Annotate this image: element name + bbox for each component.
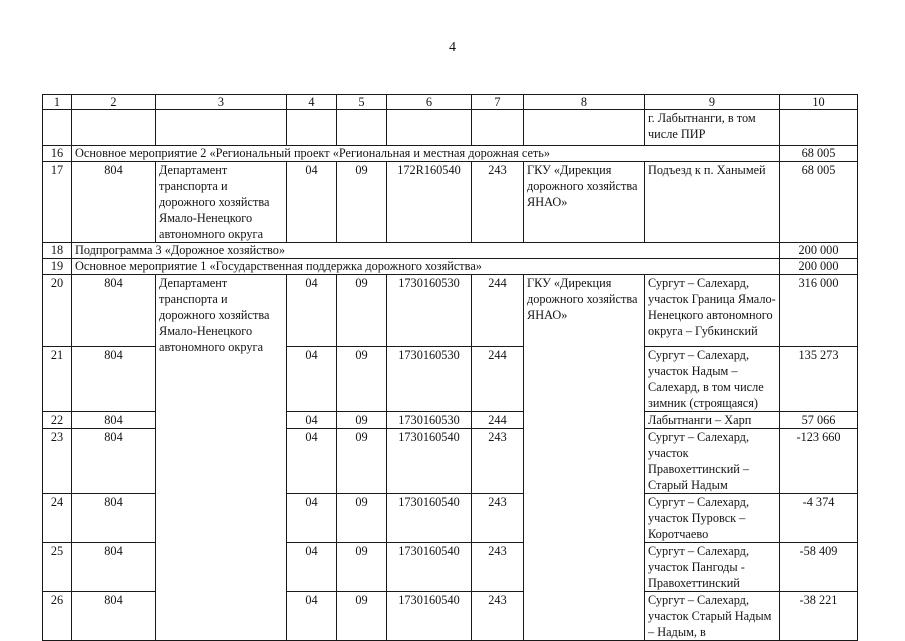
column-header: 1 <box>43 95 72 110</box>
target-cell: 1730160530 <box>387 412 472 429</box>
object-cell: Подъезд к п. Ханымей <box>645 162 780 243</box>
expense-cell: 243 <box>472 494 524 543</box>
target-cell: 172R160540 <box>387 162 472 243</box>
subsection-cell: 09 <box>337 494 387 543</box>
table-row-17 <box>43 162 858 243</box>
object-cell: Сургут – Салехард, участок Надым – Салехард, в том числе зимник (строящаяся) <box>645 347 780 412</box>
expense-cell: 243 <box>472 592 524 641</box>
amount-cell: 68 005 <box>780 162 858 243</box>
target-cell: 1730160530 <box>387 347 472 412</box>
executor-cell: ГКУ «Дирекция дорожного хозяйства ЯНАО» <box>524 162 645 243</box>
row-number: 19 <box>43 259 72 275</box>
section-title: Подпрограмма 3 «Дорожное хозяйство» <box>72 243 780 259</box>
column-header: 2 <box>72 95 156 110</box>
amount-cell: 200 000 <box>780 259 858 275</box>
target-cell: 1730160540 <box>387 543 472 592</box>
object-cell: Сургут – Салехард, участок Пангоды - Правохеттинский <box>645 543 780 592</box>
target-cell: 1730160530 <box>387 275 472 347</box>
row-number: 17 <box>43 162 72 243</box>
expense-cell: 244 <box>472 275 524 347</box>
column-header: 3 <box>156 95 287 110</box>
code-cell: 804 <box>72 347 156 412</box>
code-cell: 804 <box>72 592 156 641</box>
section-cell: 04 <box>287 162 337 243</box>
budget-table <box>42 94 858 641</box>
row-number: 25 <box>43 543 72 592</box>
target-cell: 1730160540 <box>387 494 472 543</box>
object-cell: Сургут – Салехард, участок Пуровск – Коротчаево <box>645 494 780 543</box>
column-header: 10 <box>780 95 858 110</box>
executor-cell: ГКУ «Дирекция дорожного хозяйства ЯНАО» <box>524 275 645 641</box>
object-cell: Сургут – Салехард, участок Граница Ямало-Ненецкого автономного округа – Губкинский <box>645 275 780 347</box>
table-row-carry-over <box>43 110 858 146</box>
row-number: 20 <box>43 275 72 347</box>
column-header: 9 <box>645 95 780 110</box>
section-cell: 04 <box>287 543 337 592</box>
page-number: 4 <box>449 40 456 55</box>
object-cell: Сургут – Салехард, участок Правохеттинский – Старый Надым <box>645 429 780 494</box>
table-row-18 <box>43 243 858 259</box>
subsection-cell: 09 <box>337 275 387 347</box>
subsection-cell: 09 <box>337 543 387 592</box>
row-number: 24 <box>43 494 72 543</box>
expense-cell: 243 <box>472 543 524 592</box>
target-cell: 1730160540 <box>387 592 472 641</box>
amount-cell: 200 000 <box>780 243 858 259</box>
subsection-cell: 09 <box>337 162 387 243</box>
amount-cell: 57 066 <box>780 412 858 429</box>
code-cell: 804 <box>72 494 156 543</box>
target-cell: 1730160540 <box>387 429 472 494</box>
code-cell: 804 <box>72 543 156 592</box>
expense-cell: 244 <box>472 347 524 412</box>
table-header-row <box>43 95 858 110</box>
section-title: Основное мероприятие 1 «Государственная поддержка дорожного хозяйства» <box>72 259 780 275</box>
subsection-cell: 09 <box>337 412 387 429</box>
section-cell: 04 <box>287 494 337 543</box>
section-cell: 04 <box>287 275 337 347</box>
amount-cell: -38 221 <box>780 592 858 641</box>
column-header: 5 <box>337 95 387 110</box>
amount-cell: 68 005 <box>780 146 858 162</box>
amount-cell: 316 000 <box>780 275 858 347</box>
amount-cell: 135 273 <box>780 347 858 412</box>
row-number: 26 <box>43 592 72 641</box>
code-cell: 804 <box>72 162 156 243</box>
section-cell: 04 <box>287 429 337 494</box>
object-cell: Сургут – Салехард, участок Старый Надым – Надым, в <box>645 592 780 641</box>
object-cell: г. Лабытнанги, в том числе ПИР <box>645 110 780 146</box>
column-header: 6 <box>387 95 472 110</box>
code-cell: 804 <box>72 429 156 494</box>
column-header: 8 <box>524 95 645 110</box>
amount-cell: -4 374 <box>780 494 858 543</box>
table-row-19 <box>43 259 858 275</box>
row-number: 21 <box>43 347 72 412</box>
expense-cell: 244 <box>472 412 524 429</box>
expense-cell: 243 <box>472 429 524 494</box>
amount-cell: -123 660 <box>780 429 858 494</box>
row-number: 22 <box>43 412 72 429</box>
section-cell: 04 <box>287 592 337 641</box>
subsection-cell: 09 <box>337 347 387 412</box>
department-cell: Департамент транспорта и дорожного хозяйства Ямало-Ненецкого автономного округа <box>156 162 287 243</box>
row-number: 16 <box>43 146 72 162</box>
section-cell: 04 <box>287 412 337 429</box>
object-cell: Лабытнанги – Харп <box>645 412 780 429</box>
section-title: Основное мероприятие 2 «Региональный проект «Региональная и местная дорожная сеть» <box>72 146 780 162</box>
column-header: 7 <box>472 95 524 110</box>
code-cell: 804 <box>72 412 156 429</box>
section-cell: 04 <box>287 347 337 412</box>
expense-cell: 243 <box>472 162 524 243</box>
row-number: 23 <box>43 429 72 494</box>
subsection-cell: 09 <box>337 429 387 494</box>
department-cell: Департамент транспорта и дорожного хозяйства Ямало-Ненецкого автономного округа <box>156 275 287 641</box>
table-row-16 <box>43 146 858 162</box>
row-number: 18 <box>43 243 72 259</box>
column-header: 4 <box>287 95 337 110</box>
subsection-cell: 09 <box>337 592 387 641</box>
table-row-20 <box>43 275 858 347</box>
code-cell: 804 <box>72 275 156 347</box>
amount-cell: -58 409 <box>780 543 858 592</box>
